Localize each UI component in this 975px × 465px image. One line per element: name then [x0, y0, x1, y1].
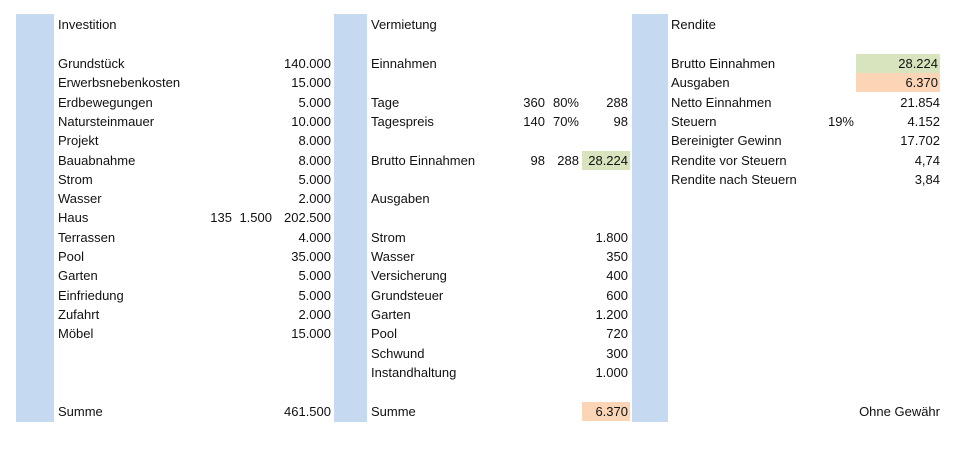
investition-row-label: Einfriedung — [58, 288, 124, 303]
investition-row-value: 5.000 — [298, 288, 331, 303]
investition-row-value: 5.000 — [298, 172, 331, 187]
investition-row-value: 5.000 — [298, 268, 331, 283]
brutto-price: 98 — [530, 153, 545, 168]
investition-sum-label: Summe — [58, 404, 103, 419]
investition-row-label: Erdbewegungen — [58, 95, 153, 110]
investition-row-value: 5.000 — [298, 95, 331, 110]
column-bar-2 — [334, 14, 367, 422]
rendite-row-value: 3,84 — [914, 172, 940, 187]
haus-quantity: 135 — [210, 210, 232, 225]
rendite-row-label: Brutto Einnahmen — [671, 56, 776, 71]
rendite-row-label: Rendite vor Steuern — [671, 153, 787, 168]
investition-row-value: 15.000 — [291, 75, 331, 90]
ausgaben-row-label: Wasser — [371, 249, 415, 264]
vermietung-title: Vermietung — [371, 17, 437, 32]
rendite-row-label: Ausgaben — [671, 75, 730, 90]
ausgaben-row-value: 600 — [606, 288, 628, 303]
ausgaben-row-value: 400 — [606, 268, 628, 283]
investition-row-label: Grundstück — [58, 56, 125, 71]
rendite-row-value: 17.702 — [900, 133, 940, 148]
ausgaben-heading: Ausgaben — [371, 191, 430, 206]
investition-row-value: 8.000 — [298, 153, 331, 168]
investition-row-value: 2.000 — [298, 191, 331, 206]
investition-row-value: 4.000 — [298, 230, 331, 245]
tage-result: 288 — [606, 95, 628, 110]
investition-row-value: 2.000 — [298, 307, 331, 322]
rendite-row-label: Bereinigter Gewinn — [671, 133, 782, 148]
tage-days: 360 — [523, 95, 545, 110]
tage-label: Tage — [371, 95, 400, 110]
ausgaben-row-value: 1.800 — [595, 230, 628, 245]
ausgaben-row-label: Versicherung — [371, 268, 447, 283]
tagespreis-price: 140 — [523, 114, 545, 129]
investition-row-value: 202.500 — [284, 210, 331, 225]
investition-row-value: 8.000 — [298, 133, 331, 148]
ausgaben-row-label: Strom — [371, 230, 406, 245]
investition-row-label: Haus — [58, 210, 89, 225]
brutto-einnahmen-label: Brutto Einnahmen — [371, 153, 476, 168]
rendite-row-value: 4.152 — [907, 114, 940, 129]
ausgaben-row-label: Schwund — [371, 346, 425, 361]
investition-sum-value: 461.500 — [284, 404, 331, 419]
rendite-row-label: Steuern — [671, 114, 717, 129]
investition-row-value: 15.000 — [291, 326, 331, 341]
investition-row-label: Bauabnahme — [58, 153, 136, 168]
investition-row-label: Projekt — [58, 133, 99, 148]
rendite-row-label: Rendite nach Steuern — [671, 172, 797, 187]
steuern-rate: 19% — [827, 114, 854, 129]
rendite-row-value: 4,74 — [914, 153, 940, 168]
investition-row-label: Natursteinmauer — [58, 114, 155, 129]
ausgaben-row-value: 1.200 — [595, 307, 628, 322]
investition-row-label: Wasser — [58, 191, 102, 206]
ausgaben-row-value: 350 — [606, 249, 628, 264]
ausgaben-row-value: 1.000 — [595, 365, 628, 380]
investition-row-value: 35.000 — [291, 249, 331, 264]
haus-unit-price: 1.500 — [239, 210, 272, 225]
investition-row-label: Pool — [58, 249, 85, 264]
brutto-einnahmen-value: 28.224 — [582, 151, 630, 170]
rendite-ausgaben-value: 6.370 — [856, 73, 940, 92]
rendite-title: Rendite — [671, 17, 716, 32]
rendite-brutto-value: 28.224 — [856, 54, 940, 73]
tagespreis-result: 98 — [613, 114, 628, 129]
investition-row-label: Erwerbsnebenkosten — [58, 75, 181, 90]
tagespreis-rate: 70% — [552, 114, 579, 129]
investition-row-value: 10.000 — [291, 114, 331, 129]
ausgaben-row-value: 720 — [606, 326, 628, 341]
ausgaben-row-label: Grundsteuer — [371, 288, 444, 303]
investition-row-label: Zufahrt — [58, 307, 100, 322]
vermietung-sum-value: 6.370 — [582, 402, 630, 421]
vermietung-sum-label: Summe — [371, 404, 416, 419]
tagespreis-label: Tagespreis — [371, 114, 434, 129]
investition-row-label: Terrassen — [58, 230, 116, 245]
column-bar-3 — [632, 14, 668, 422]
investition-row-label: Strom — [58, 172, 93, 187]
ausgaben-row-value: 300 — [606, 346, 628, 361]
ausgaben-row-label: Pool — [371, 326, 398, 341]
investition-title: Investition — [58, 17, 117, 32]
tage-occupancy: 80% — [552, 95, 579, 110]
ausgaben-row-label: Instandhaltung — [371, 365, 457, 380]
rendite-row-value: 21.854 — [900, 95, 940, 110]
investition-row-label: Möbel — [58, 326, 94, 341]
einnahmen-heading: Einnahmen — [371, 56, 437, 71]
rendite-row-label: Netto Einnahmen — [671, 95, 772, 110]
investition-row-value: 140.000 — [284, 56, 331, 71]
investition-row-label: Garten — [58, 268, 98, 283]
column-bar-1 — [16, 14, 54, 422]
disclaimer: Ohne Gewähr — [859, 404, 940, 419]
ausgaben-row-label: Garten — [371, 307, 411, 322]
brutto-days: 288 — [557, 153, 579, 168]
